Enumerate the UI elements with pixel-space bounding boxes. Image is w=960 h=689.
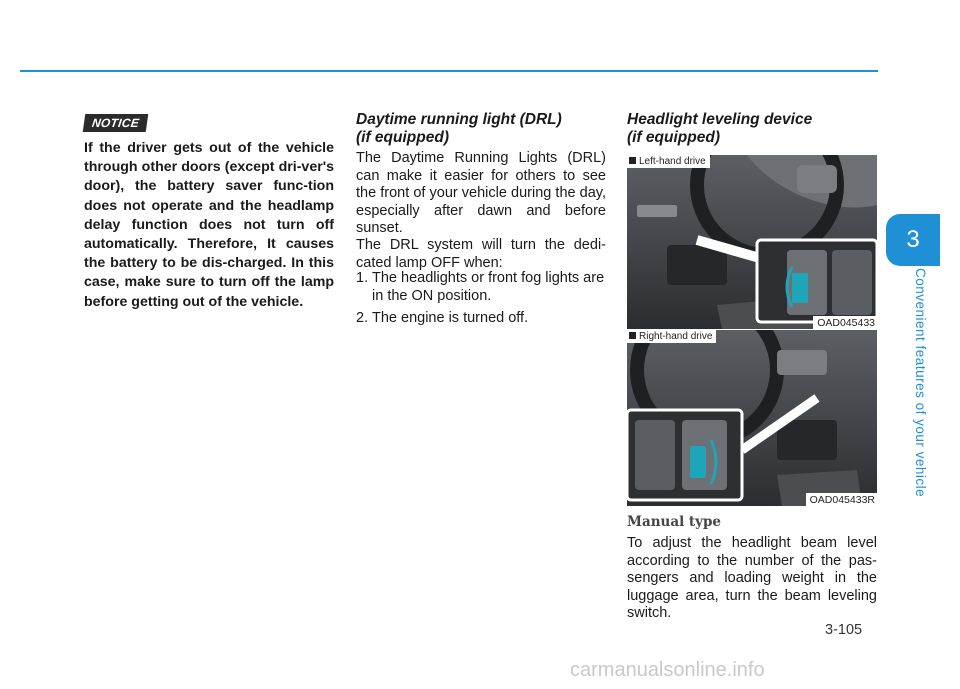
image-label-lhd: Left-hand drive [627,155,710,168]
manual-type-heading: Manual type [627,514,722,530]
left-hand-drive-image [627,155,877,329]
watermark[interactable]: carmanualsonline.info [570,659,765,681]
drl-condition-list [356,270,606,333]
notice-badge: NOTICE [83,114,149,132]
list-item-number: 2. [356,310,369,326]
leveling-heading-equipped: (if equipped) [627,129,720,146]
square-bullet-icon [629,332,636,339]
page-number: 3-105 [825,622,863,638]
manual-type-text: To adjust the headlight beam level according to the number of the pas-sengers and loading weight in the luggage area, turn the beam leveling switch. [627,535,877,621]
drl-heading-title: Daytime running light (DRL) [356,111,562,128]
right-hand-drive-image [627,330,877,506]
chapter-tab[interactable] [886,214,940,266]
list-item [356,270,606,305]
list-item-text: The headlights or front fog lights are in the ON position. [372,270,605,304]
image-code-lhd: OAD045433 [813,316,877,329]
leveling-heading-title: Headlight leveling device [627,111,813,128]
list-item-number: 1. [356,270,369,286]
image-label-rhd: Right-hand drive [627,330,716,343]
square-bullet-icon [629,157,636,164]
header-rule [20,70,878,72]
leveling-heading [627,111,812,147]
image-code-rhd: OAD045433R [806,493,877,506]
notice-text: If the driver gets out of the vehicle through other doors (except dri-ver's door), the battery saver func-tion does not operate and the headlamp delay function does not turn off automatically. Therefore, It causes the battery to be dis-charged. In this case, make sure to turn off the lamp before getting out of the vehicle. [84,140,334,310]
dashboard-illustration-lhd [627,155,877,329]
list-item-text: The engine is turned off. [372,310,529,326]
list-item [356,310,606,328]
drl-heading-equipped: (if equipped) [356,129,449,146]
drl-paragraph-2: The DRL system will turn the dedi-cated lamp OFF when: [356,237,606,271]
chapter-title: Convenient features of your vehicle [913,268,928,498]
dashboard-illustration-rhd [627,330,877,506]
drl-paragraph-1: The Daytime Running Lights (DRL) can make it easier for others to see the front of your vehicle during the day, especially after dawn and before sunset. [356,150,606,236]
chapter-number: 3 [906,226,920,253]
drl-heading [356,111,562,147]
